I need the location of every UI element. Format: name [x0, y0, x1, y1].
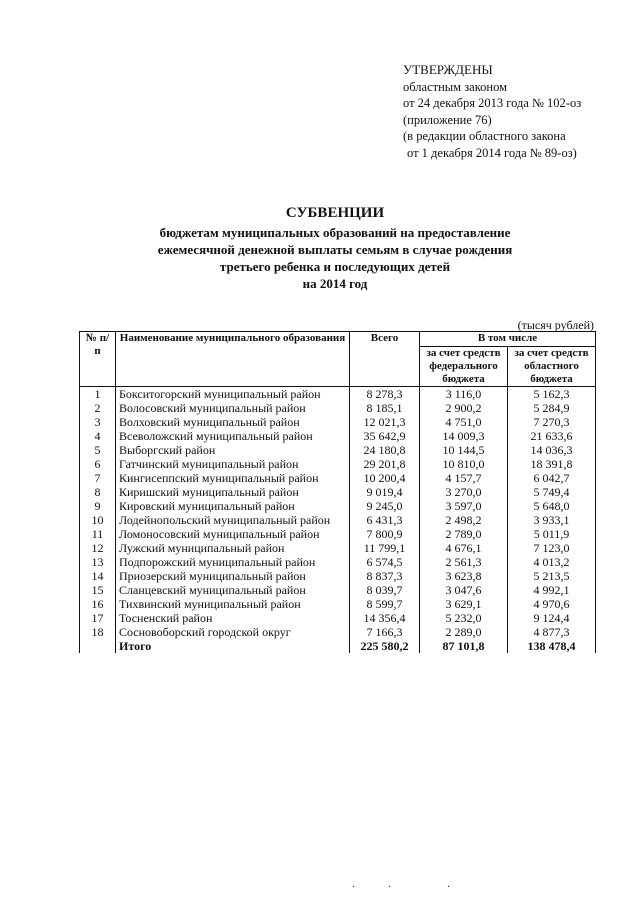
table-row [80, 625, 596, 639]
cell-name: Тихвинский муниципальный район [116, 597, 350, 611]
cell-name: Тосненский район [116, 611, 350, 625]
title-line: бюджетам муниципальных образований на предоставление [159, 225, 511, 240]
cell-name: Гатчинский муниципальный район [116, 457, 350, 471]
total-federal: 87 101,8 [420, 639, 508, 653]
subvention-table [79, 331, 596, 653]
approval-line: (приложение 76) [403, 112, 492, 127]
cell-name: Волховский муниципальный район [116, 415, 350, 429]
cell-total: 8 278,3 [350, 387, 420, 402]
title-line: третьего ребенка и последующих детей [219, 259, 451, 274]
cell-name: Выборгский район [116, 443, 350, 457]
table-row [80, 513, 596, 527]
cell-regional: 7 123,0 [508, 541, 596, 555]
cell-num: 2 [80, 401, 116, 415]
cell-regional: 4 877,3 [508, 625, 596, 639]
cell-regional: 9 124,4 [508, 611, 596, 625]
cell-num: 8 [80, 485, 116, 499]
cell-regional: 5 011,9 [508, 527, 596, 541]
cell-name: Всеволожский муниципальный район [116, 429, 350, 443]
approval-line: (в редакции областного закона [403, 129, 566, 143]
cell-federal: 4 751,0 [420, 415, 508, 429]
cell-num: 13 [80, 555, 116, 569]
cell-total: 10 200,4 [350, 471, 420, 485]
cell-name: Ломоносовский муниципальный район [116, 527, 350, 541]
cell-total: 7 166,3 [350, 625, 420, 639]
cell-total: 6 574,5 [350, 555, 420, 569]
cell-federal: 4 676,1 [420, 541, 508, 555]
cell-num: 16 [80, 597, 116, 611]
table-row [80, 471, 596, 485]
cell-num: 5 [80, 443, 116, 457]
cell-num: 17 [80, 611, 116, 625]
cell-name: Лужский муниципальный район [116, 541, 350, 555]
approval-heading: УТВЕРЖДЕНЫ [403, 62, 493, 77]
total-total: 225 580,2 [350, 639, 420, 653]
cell-name: Подпорожский муниципальный район [116, 555, 350, 569]
cell-name: Сосновоборский городской округ [116, 625, 350, 639]
table-row [80, 429, 596, 443]
approval-stamp [403, 62, 581, 161]
table-row [80, 443, 596, 457]
cell-num: 4 [80, 429, 116, 443]
table-row [80, 499, 596, 513]
cell-total: 35 642,9 [350, 429, 420, 443]
cell-federal: 3 270,0 [420, 485, 508, 499]
cell-federal: 2 498,2 [420, 513, 508, 527]
unit-note: (тысяч рублей) [517, 318, 594, 332]
cell-regional: 6 042,7 [508, 471, 596, 485]
total-row [80, 639, 596, 653]
table-row [80, 541, 596, 555]
cell-num: 6 [80, 457, 116, 471]
approval-line: от 1 декабря 2014 года № 89-оз) [407, 145, 577, 160]
table-row [80, 485, 596, 499]
cell-regional: 14 036,3 [508, 443, 596, 457]
cell-regional: 4 013,2 [508, 555, 596, 569]
cell-num: 1 [80, 387, 116, 402]
cell-num: 9 [80, 499, 116, 513]
header-including: В том числе [420, 332, 596, 347]
header-name: Наименование муниципального образования [116, 332, 350, 387]
cell-num: 15 [80, 583, 116, 597]
cell-total: 9 245,0 [350, 499, 420, 513]
table-row [80, 555, 596, 569]
cell-regional: 4 992,1 [508, 583, 596, 597]
header-total: Всего [350, 332, 420, 387]
table-row [80, 387, 596, 402]
cell-regional: 3 933,1 [508, 513, 596, 527]
cell-name: Кировский муниципальный район [116, 499, 350, 513]
cell-regional: 5 213,5 [508, 569, 596, 583]
header-federal: за счет средств федерального бюджета [420, 347, 508, 387]
header-num: № п/п [80, 332, 116, 387]
cell-total: 6 431,3 [350, 513, 420, 527]
cell-total: 24 180,8 [350, 443, 420, 457]
cell-num: 14 [80, 569, 116, 583]
cell-federal: 2 289,0 [420, 625, 508, 639]
cell-total: 14 356,4 [350, 611, 420, 625]
cell-num: 3 [80, 415, 116, 429]
cell-name: Сланцевский муниципальный район [116, 583, 350, 597]
cell-federal: 3 623,8 [420, 569, 508, 583]
cell-regional: 5 162,3 [508, 387, 596, 402]
table-row [80, 611, 596, 625]
title-line: ежемесячной денежной выплаты семьям в случае рождения [157, 242, 513, 257]
scan-dot: · [352, 882, 356, 893]
cell-federal: 3 047,6 [420, 583, 508, 597]
document-title [90, 204, 580, 292]
cell-name: Бокситогорский муниципальный район [116, 387, 350, 402]
approval-line: от 24 декабря 2013 года № 102-оз [403, 96, 582, 110]
cell-federal: 3 629,1 [420, 597, 508, 611]
cell-regional: 21 633,6 [508, 429, 596, 443]
cell-total: 7 800,9 [350, 527, 420, 541]
cell-total: 8 599,7 [350, 597, 420, 611]
cell-federal: 2 789,0 [420, 527, 508, 541]
cell-total: 29 201,8 [350, 457, 420, 471]
title-line: на 2014 год [302, 276, 368, 291]
cell-name: Лодейнопольский муниципальный район [116, 513, 350, 527]
cell-federal: 4 157,7 [420, 471, 508, 485]
table-row [80, 569, 596, 583]
scan-dot: · [447, 882, 451, 893]
cell-federal: 3 116,0 [420, 387, 508, 402]
cell-name: Приозерский муниципальный район [116, 569, 350, 583]
cell-federal: 14 009,3 [420, 429, 508, 443]
header-regional: за счет средств областного бюджета [508, 347, 596, 387]
cell-regional: 5 648,0 [508, 499, 596, 513]
table-row [80, 527, 596, 541]
cell-federal: 2 561,3 [420, 555, 508, 569]
cell-regional: 7 270,3 [508, 415, 596, 429]
cell-num [80, 639, 116, 653]
cell-regional: 18 391,8 [508, 457, 596, 471]
cell-federal: 10 810,0 [420, 457, 508, 471]
cell-total: 12 021,3 [350, 415, 420, 429]
scan-dot: · [388, 882, 392, 893]
cell-total: 8 185,1 [350, 401, 420, 415]
cell-num: 11 [80, 527, 116, 541]
table-row [80, 401, 596, 415]
cell-federal: 10 144,5 [420, 443, 508, 457]
cell-regional: 4 970,6 [508, 597, 596, 611]
cell-federal: 5 232,0 [420, 611, 508, 625]
cell-total: 8 837,3 [350, 569, 420, 583]
table-row [80, 583, 596, 597]
total-regional: 138 478,4 [508, 639, 596, 653]
cell-regional: 5 284,9 [508, 401, 596, 415]
cell-num: 12 [80, 541, 116, 555]
cell-name: Кингисеппский муниципальный район [116, 471, 350, 485]
table-row [80, 415, 596, 429]
cell-federal: 3 597,0 [420, 499, 508, 513]
cell-name: Волосовский муниципальный район [116, 401, 350, 415]
cell-total: 11 799,1 [350, 541, 420, 555]
cell-regional: 5 749,4 [508, 485, 596, 499]
cell-name: Киришский муниципальный район [116, 485, 350, 499]
total-label: Итого [116, 639, 350, 653]
table-body [80, 387, 596, 654]
approval-line: областным законом [403, 79, 508, 94]
table-row [80, 457, 596, 471]
cell-federal: 2 900,2 [420, 401, 508, 415]
title-main: СУБВЕНЦИИ [285, 205, 385, 221]
cell-num: 18 [80, 625, 116, 639]
cell-total: 9 019,4 [350, 485, 420, 499]
cell-total: 8 039,7 [350, 583, 420, 597]
cell-num: 7 [80, 471, 116, 485]
table-row [80, 597, 596, 611]
cell-num: 10 [80, 513, 116, 527]
